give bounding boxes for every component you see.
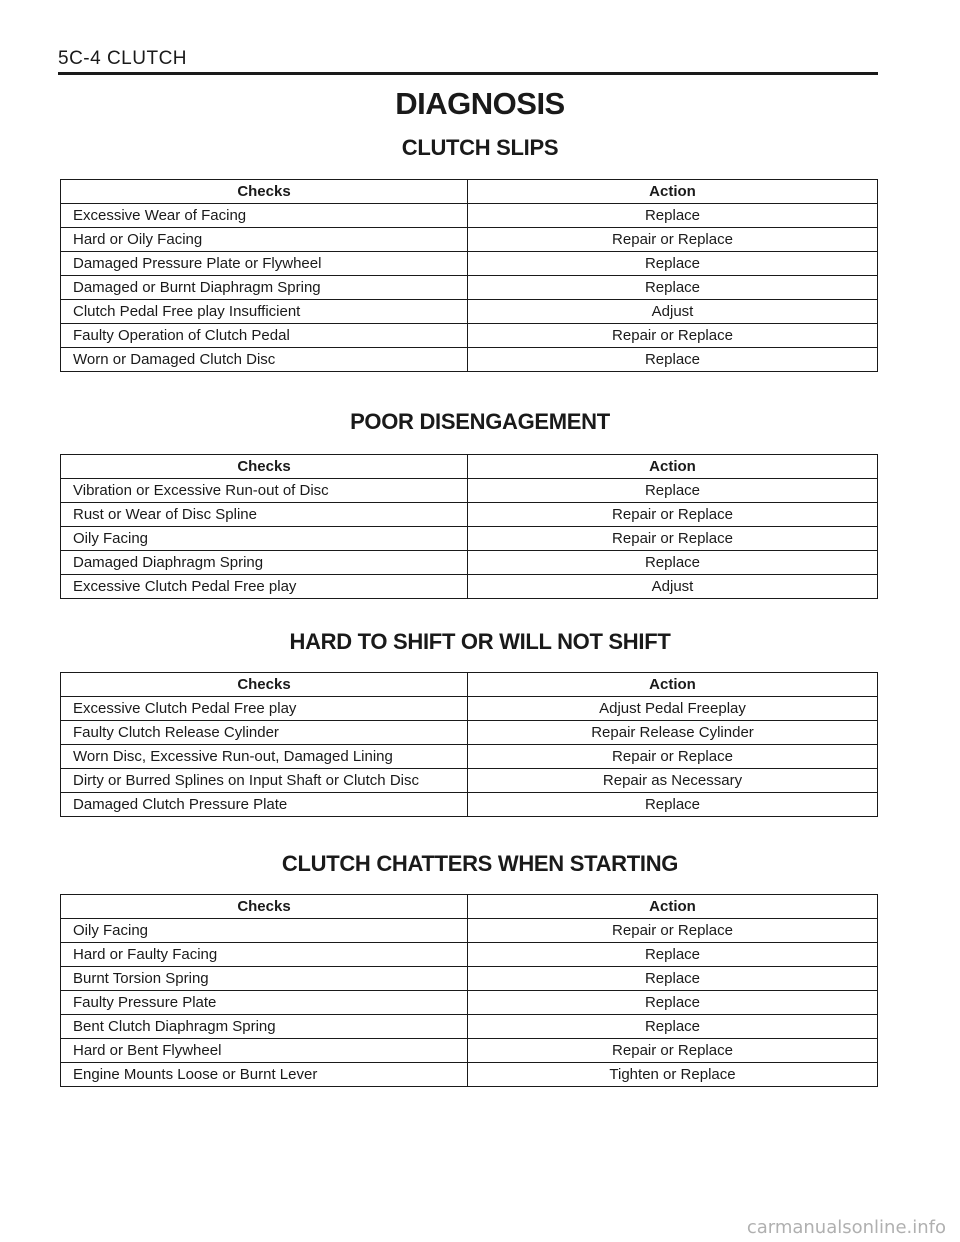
column-header-action: Action — [468, 455, 878, 479]
column-header-action: Action — [468, 673, 878, 697]
check-cell: Dirty or Burred Splines on Input Shaft or Clutch Disc — [61, 769, 468, 793]
table-row — [61, 527, 878, 551]
check-cell: Rust or Wear of Disc Spline — [61, 503, 468, 527]
check-cell: Faulty Clutch Release Cylinder — [61, 721, 468, 745]
table-header-row — [61, 673, 878, 697]
section-title-clutch-slips: CLUTCH SLIPS — [401, 135, 559, 160]
check-cell: Faulty Pressure Plate — [61, 991, 468, 1015]
table-row — [61, 324, 878, 348]
diagnosis-table-hard-to-shift — [60, 672, 878, 817]
action-cell: Replace — [468, 204, 878, 228]
check-cell: Worn or Damaged Clutch Disc — [61, 348, 468, 372]
table-header-row — [61, 180, 878, 204]
action-cell: Repair or Replace — [468, 919, 878, 943]
table-row — [61, 503, 878, 527]
check-cell: Excessive Clutch Pedal Free play — [61, 697, 468, 721]
column-header-action: Action — [468, 180, 878, 204]
check-cell: Damaged Diaphragm Spring — [61, 551, 468, 575]
action-cell: Repair or Replace — [468, 228, 878, 252]
diagnosis-table-clutch-slips — [60, 179, 878, 372]
section-title-hard-to-shift: HARD TO SHIFT OR WILL NOT SHIFT — [289, 629, 671, 654]
check-cell: Hard or Bent Flywheel — [61, 1039, 468, 1063]
action-cell: Adjust — [468, 300, 878, 324]
check-cell: Damaged Clutch Pressure Plate — [61, 793, 468, 817]
watermark: carmanualsonline.info — [746, 1217, 946, 1238]
column-header-action: Action — [468, 895, 878, 919]
action-cell: Replace — [468, 967, 878, 991]
page-header: 5C-4 CLUTCH — [58, 48, 188, 69]
action-cell: Repair or Replace — [468, 1039, 878, 1063]
diagnosis-table-poor-disengagement — [60, 454, 878, 599]
table-row — [61, 551, 878, 575]
table-row — [61, 1015, 878, 1039]
action-cell: Repair or Replace — [468, 324, 878, 348]
check-cell: Faulty Operation of Clutch Pedal — [61, 324, 468, 348]
page-title: DIAGNOSIS — [395, 86, 565, 121]
action-cell: Replace — [468, 348, 878, 372]
section-title-clutch-chatters: CLUTCH CHATTERS WHEN STARTING — [281, 851, 679, 876]
check-cell: Bent Clutch Diaphragm Spring — [61, 1015, 468, 1039]
table-row — [61, 967, 878, 991]
check-cell: Oily Facing — [61, 919, 468, 943]
table-row — [61, 1039, 878, 1063]
action-cell: Replace — [468, 991, 878, 1015]
check-cell: Vibration or Excessive Run-out of Disc — [61, 479, 468, 503]
table-row — [61, 697, 878, 721]
check-cell: Excessive Clutch Pedal Free play — [61, 575, 468, 599]
table-row — [61, 252, 878, 276]
table-row — [61, 919, 878, 943]
table-row — [61, 745, 878, 769]
action-cell: Replace — [468, 551, 878, 575]
check-cell: Oily Facing — [61, 527, 468, 551]
table-row — [61, 204, 878, 228]
check-cell: Clutch Pedal Free play Insufficient — [61, 300, 468, 324]
table-row — [61, 991, 878, 1015]
column-header-checks: Checks — [61, 180, 468, 204]
action-cell: Repair Release Cylinder — [468, 721, 878, 745]
table-row — [61, 479, 878, 503]
check-cell: Worn Disc, Excessive Run-out, Damaged Lining — [61, 745, 468, 769]
action-cell: Repair as Necessary — [468, 769, 878, 793]
table-header-row — [61, 455, 878, 479]
action-cell: Replace — [468, 943, 878, 967]
table-row — [61, 721, 878, 745]
diagnosis-table-clutch-chatters — [60, 894, 878, 1087]
check-cell: Damaged Pressure Plate or Flywheel — [61, 252, 468, 276]
action-cell: Replace — [468, 479, 878, 503]
action-cell: Replace — [468, 793, 878, 817]
check-cell: Burnt Torsion Spring — [61, 967, 468, 991]
action-cell: Adjust Pedal Freeplay — [468, 697, 878, 721]
section-title-poor-disengagement: POOR DISENGAGEMENT — [350, 409, 610, 434]
action-cell: Adjust — [468, 575, 878, 599]
table-row — [61, 300, 878, 324]
check-cell: Excessive Wear of Facing — [61, 204, 468, 228]
action-cell: Repair or Replace — [468, 527, 878, 551]
check-cell: Hard or Faulty Facing — [61, 943, 468, 967]
header-rule — [58, 72, 878, 75]
column-header-checks: Checks — [61, 895, 468, 919]
check-cell: Hard or Oily Facing — [61, 228, 468, 252]
check-cell: Engine Mounts Loose or Burnt Lever — [61, 1063, 468, 1087]
action-cell: Replace — [468, 1015, 878, 1039]
column-header-checks: Checks — [61, 455, 468, 479]
table-row — [61, 943, 878, 967]
table-row — [61, 575, 878, 599]
table-row — [61, 793, 878, 817]
table-header-row — [61, 895, 878, 919]
action-cell: Tighten or Replace — [468, 1063, 878, 1087]
table-row — [61, 276, 878, 300]
column-header-checks: Checks — [61, 673, 468, 697]
table-row — [61, 348, 878, 372]
action-cell: Repair or Replace — [468, 503, 878, 527]
action-cell: Replace — [468, 252, 878, 276]
action-cell: Repair or Replace — [468, 745, 878, 769]
table-row — [61, 228, 878, 252]
table-row — [61, 769, 878, 793]
action-cell: Replace — [468, 276, 878, 300]
check-cell: Damaged or Burnt Diaphragm Spring — [61, 276, 468, 300]
table-row — [61, 1063, 878, 1087]
